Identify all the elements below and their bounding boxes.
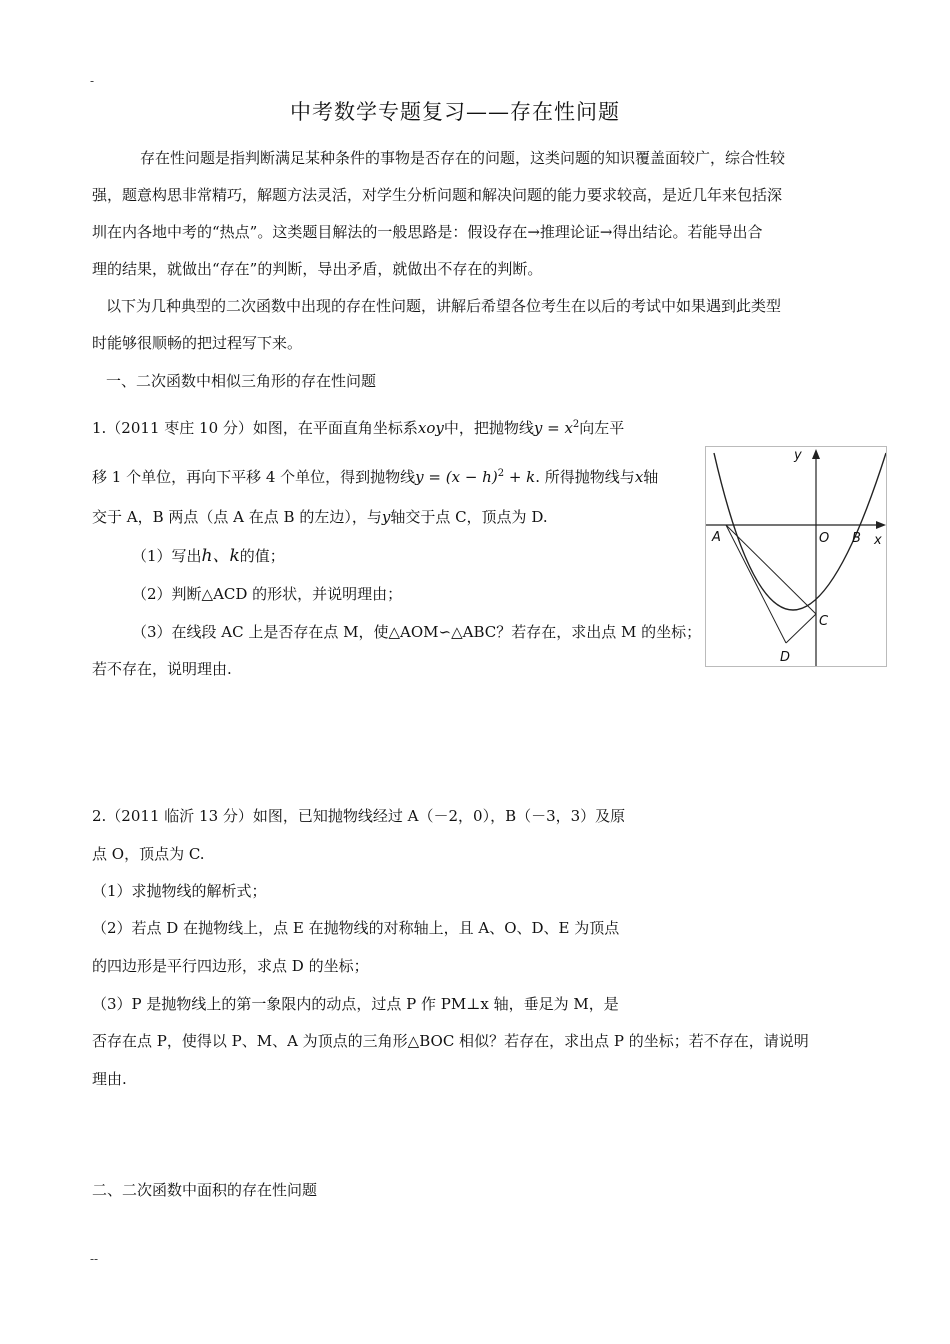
- text-segment: . 所得抛物线与: [535, 468, 635, 486]
- problem-2-line-1: 2.（2011 临沂 13 分）如图，已知抛物线经过 A（－2，0），B（－3，3）及原: [92, 807, 626, 825]
- problem-2-question-3: （3）P 是抛物线上的第一象限内的动点，过点 P 作 PM⊥x 轴，垂足为 M，是: [92, 995, 619, 1013]
- problem-2-question-2: （2）若点 D 在抛物线上，点 E 在抛物线的对称轴上，且 A、O、D、E 为顶点: [92, 919, 620, 937]
- segment-DC: [786, 614, 816, 643]
- text-segment: 交于 A，B 两点（点 A 在点 B 的左边），与: [92, 508, 382, 526]
- intro-line: 理的结果，就做出“存在”的判断，导出矛盾，就做出不存在的判断。: [92, 260, 543, 278]
- text-segment: 向左平: [579, 419, 625, 437]
- problem-1-line-3: [92, 507, 548, 527]
- segment-AC: [726, 525, 816, 614]
- page-title: 中考数学专题复习——存在性问题: [290, 100, 620, 124]
- label-y: y: [794, 448, 802, 463]
- text-segment: （1）写出: [132, 547, 202, 565]
- problem-1-question-3-cont: 若不存在，说明理由.: [92, 660, 232, 678]
- problem-1-question-1: [132, 546, 285, 566]
- math-x: x: [634, 468, 644, 486]
- page-top-mark: -: [90, 74, 95, 88]
- text-segment: 的值；: [239, 547, 285, 565]
- intro-line: 以下为几种典型的二次函数中出现的存在性问题，讲解后希望各位考生在以后的考试中如果遇到此类型: [106, 297, 782, 315]
- problem-1-line-1: [92, 415, 624, 438]
- section-heading-1: 一、二次函数中相似三角形的存在性问题: [106, 372, 377, 390]
- problem-2-line-2: 点 O，顶点为 C.: [92, 845, 205, 863]
- problem-2-question-1: （1）求抛物线的解析式；: [92, 882, 267, 900]
- problem-1-line-2: [92, 464, 658, 487]
- text-segment: 中，把抛物线: [443, 419, 534, 437]
- intro-line: 圳在内各地中考的“热点”。这类题目解法的一般思路是：假设存在→推理论证→得出结论。若能导出合: [92, 223, 763, 241]
- problem-2-question-3-end: 理由.: [92, 1070, 127, 1088]
- math-exponent: 2: [572, 419, 580, 430]
- problem-1-question-2: （2）判断△ACD 的形状，并说明理由；: [132, 585, 403, 603]
- intro-line: 存在性问题是指判断满足某种条件的事物是否存在的问题，这类问题的知识覆盖面较广，综合性较: [140, 149, 786, 167]
- text-segment: 移 1 个单位，再向下平移 4 个单位，得到抛物线: [92, 468, 416, 486]
- segment-AD: [726, 525, 786, 643]
- math-xoy: xoy: [417, 419, 444, 437]
- label-x: x: [874, 533, 882, 548]
- section-heading-2: 二、二次函数中面积的存在性问题: [92, 1181, 318, 1199]
- math-equation: y = (x − h): [415, 468, 498, 486]
- problem-2-question-3-cont: 否存在点 P，使得以 P、M、A 为顶点的三角形△BOC 相似？若存在，求出点 P 的坐标；若不存在，请说明: [92, 1032, 809, 1050]
- math-equation: y = x: [533, 419, 573, 437]
- label-C: C: [819, 614, 829, 629]
- intro-line: 强，题意构思非常精巧，解题方法灵活，对学生分析问题和解决问题的能力要求较高，是近几年来包括深: [92, 186, 783, 204]
- text-segment: 轴交于点 C，顶点为 D.: [390, 508, 548, 526]
- math-y: y: [381, 508, 391, 526]
- x-axis-arrow-icon: [876, 521, 886, 529]
- label-D: D: [780, 650, 791, 665]
- math-exponent: 2: [497, 468, 505, 479]
- parabola-figure: [705, 446, 887, 667]
- parabola-graph: [706, 447, 886, 666]
- page-bottom-mark: --: [90, 1252, 99, 1266]
- math-equation: + k: [504, 468, 536, 486]
- problem-2-question-2-cont: 的四边形是平行四边形，求点 D 的坐标；: [92, 957, 369, 975]
- text-segment: 1.（2011 枣庄 10 分）如图，在平面直角坐标系: [92, 419, 418, 437]
- label-O: O: [819, 531, 830, 546]
- text-segment: 轴: [643, 468, 659, 486]
- problem-1-question-3: （3）在线段 AC 上是否存在点 M，使△AOM∽△ABC？若存在，求出点 M 的坐标；: [132, 623, 702, 641]
- label-A: A: [712, 530, 721, 545]
- intro-line: 时能够很顺畅的把过程写下来。: [92, 334, 303, 352]
- y-axis-arrow-icon: [812, 449, 820, 459]
- label-B: B: [852, 531, 861, 546]
- math-hk: h、k: [201, 546, 240, 566]
